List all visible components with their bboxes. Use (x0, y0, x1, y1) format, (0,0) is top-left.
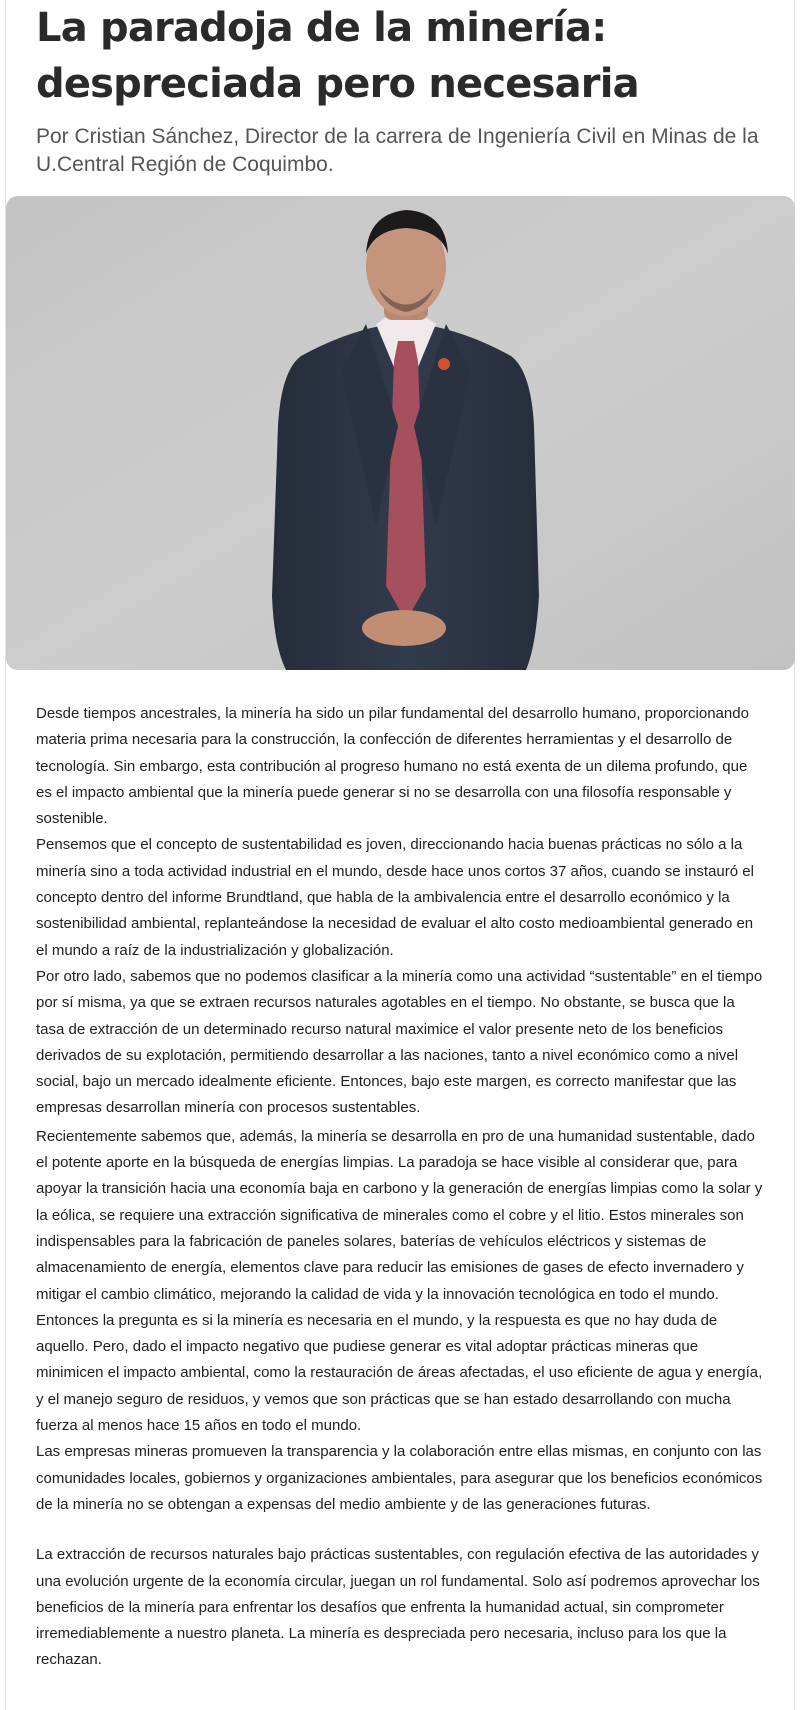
article-byline: Por Cristian Sánchez, Director de la carrera de Ingeniería Civil en Minas de la U.Central Región de Coquimbo. (36, 125, 759, 176)
article-title (36, 0, 756, 112)
paragraph-6: Las empresas mineras promueven la transparencia y la colaboración entre ellas mismas, en conjunto con las comunidades locales, gobiernos y organizaciones ambientales, para asegurar que los beneficios económicos de la minería no se obtengan a expensas del medio ambiente y de las generaciones futuras. (36, 1443, 763, 1513)
paragraph-2: Pensemos que el concepto de sustentabilidad es joven, direccionando hacia buenas prácticas no sólo a la minería sino a toda actividad industrial en el mundo, desde hace unos cortos 37 años, cuando se instauró el concepto dentro del informe Brundtland, que habla de la ambivalencia entre el desarrollo económico y la sostenibilidad ambiental, replanteándose la necesidad de evaluar el alto costo medioambiental generado en el mundo a raíz de la industrialización y globalización. (36, 836, 754, 959)
hands (362, 610, 446, 646)
paragraph-1: Desde tiempos ancestrales, la minería ha sido un pilar fundamental del desarrollo humano, proporcionando materia prima necesaria para la construcción, la confección de diferentes herramientas y el desarrollo de tecnología. Sin embargo, esta contribución al progreso humano no está exenta de un dilema profundo, que es el impacto ambiental que la minería puede generar si no se desarrolla con una filosofía responsable y sostenible. (36, 705, 749, 828)
author-portrait-illustration (6, 196, 795, 670)
lapel-pin (438, 358, 450, 370)
article-title-line-1: La paradoja de la minería: (36, 5, 607, 51)
paragraph-3: Por otro lado, sabemos que no podemos clasificar a la minería como una actividad “sustentable” en el tiempo por sí misma, ya que se extraen recursos naturales agotables en el tiempo. No obstante, se busca que la tasa de extracción de un determinado recurso natural maximice el valor presente neto de los beneficios derivados de su explotación, permitiendo desarrollar a las naciones, tanto a nivel económico como a nivel social, bajo un mercado idealmente eficiente. Entonces, bajo este margen, es correcto manifestar que las empresas desarrollan minería con procesos sustentables. (36, 967, 763, 1117)
paragraph-5: Entonces la pregunta es si la minería es necesaria en el mundo, y la respuesta es que no hay duda de aquello. Pero, dado el impacto negativo que pudiese generar es vital adoptar prácticas mineras que minimicen el impacto ambiental, como la restauración de áreas afectadas, el uso eficiente de agua y energía, y el manejo seguro de residuos, y vemos que son prácticas que se han estado desarrollando con mucha fuerza al menos hace 15 años en todo el mundo. (36, 1311, 763, 1435)
paragraph-7: La extracción de recursos naturales bajo prácticas sustentables, con regulación efectiva de las autoridades y una evolución urgente de la economía circular, juegan un rol fundamental. Solo así podremos aprovechar los beneficios de la minería para enfrentar los desafíos que enfrenta la humanidad actual, sin comprometer irremediablemente a nuestro planeta. La minería es despreciada pero necesaria, incluso para los que la rechazan. (36, 1546, 760, 1669)
author-photo (6, 196, 795, 670)
article-title-line-2: despreciada pero necesaria (36, 61, 639, 107)
article-body (36, 701, 766, 1674)
paragraph-4: Recientemente sabemos que, además, la minería se desarrolla en pro de una humanidad sustentable, dado el potente aporte en la búsqueda de energías limpias. La paradoja se hace visible al considerar que, para apoyar la transición hacia una economía baja en carbono y la generación de energías limpias como la solar y la eólica, se requiere una extracción significativa de minerales como el cobre y el litio. Estos minerales son indispensables para la fabricación de paneles solares, baterías de vehículos eléctricos y sistemas de almacenamiento de energía, elementos clave para reducir las emisiones de gases de efecto invernadero y mitigar el cambio climático, mejorando la calidad de vida y la innovación tecnológica en todo el mundo. (36, 1127, 763, 1303)
